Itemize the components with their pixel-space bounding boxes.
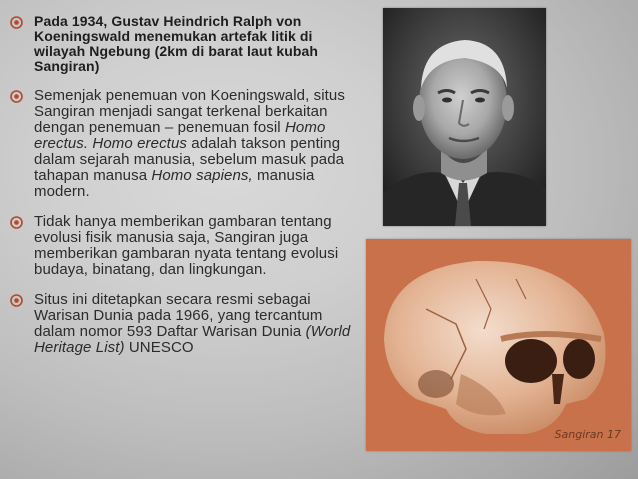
bullet-text-segment: Homo sapiens,	[151, 167, 253, 184]
bullet-text-segment: UNESCO	[124, 339, 194, 356]
bullet-item	[6, 88, 366, 200]
bullet-text-segment: manusia modern.	[34, 167, 315, 200]
bullet-list	[6, 14, 366, 370]
bullet-item	[6, 292, 366, 356]
bullet-text-segment: Tidak hanya memberikan gambaran tentang evolusi fisik manusia saja, Sangiran juga memberikan gambaran nyata tentang evolusi budaya, binatang, dan lingkungan.	[34, 213, 339, 278]
bullet-text-segment: Pada 1934, Gustav Heindrich Ralph von Koeningswald menemukan artefak litik di wilayah Ngebung (2km di barat laut kubah Sangiran)	[34, 13, 319, 74]
target-bullet-icon	[10, 16, 23, 29]
bullet-item	[6, 214, 366, 278]
skull-photo	[366, 239, 631, 451]
portrait-photo	[383, 8, 546, 226]
skull-image	[366, 239, 631, 451]
bullet-item	[6, 14, 366, 74]
portrait-image	[383, 8, 546, 226]
target-bullet-icon	[10, 216, 23, 229]
target-bullet-icon	[10, 294, 23, 307]
bullet-text-segment: Situs ini ditetapkan secara resmi sebagai Warisan Dunia pada 1966, yang tercantum dalam nomor 593 Daftar Warisan Dunia	[34, 291, 323, 340]
skull-caption: Sangiran 17	[554, 428, 621, 441]
bullet-text-segment: adalah takson penting dalam sejarah manusia, sebelum masuk pada tahapan manusa	[34, 135, 345, 184]
bullet-text	[34, 14, 366, 74]
bullet-text-segment: Semenjak penemuan von Koeningswald, situs Sangiran menjadi sangat terkenal berkaitan dengan penemuan – penemuan fosil	[34, 87, 345, 136]
bullet-text	[34, 214, 366, 278]
target-bullet-icon	[10, 90, 23, 103]
bullet-text	[34, 88, 366, 200]
bullet-text-segment: Homo erectus. Homo erectus	[34, 119, 326, 152]
bullet-text	[34, 292, 366, 356]
bullet-text-segment: (World Heritage List)	[34, 323, 351, 356]
